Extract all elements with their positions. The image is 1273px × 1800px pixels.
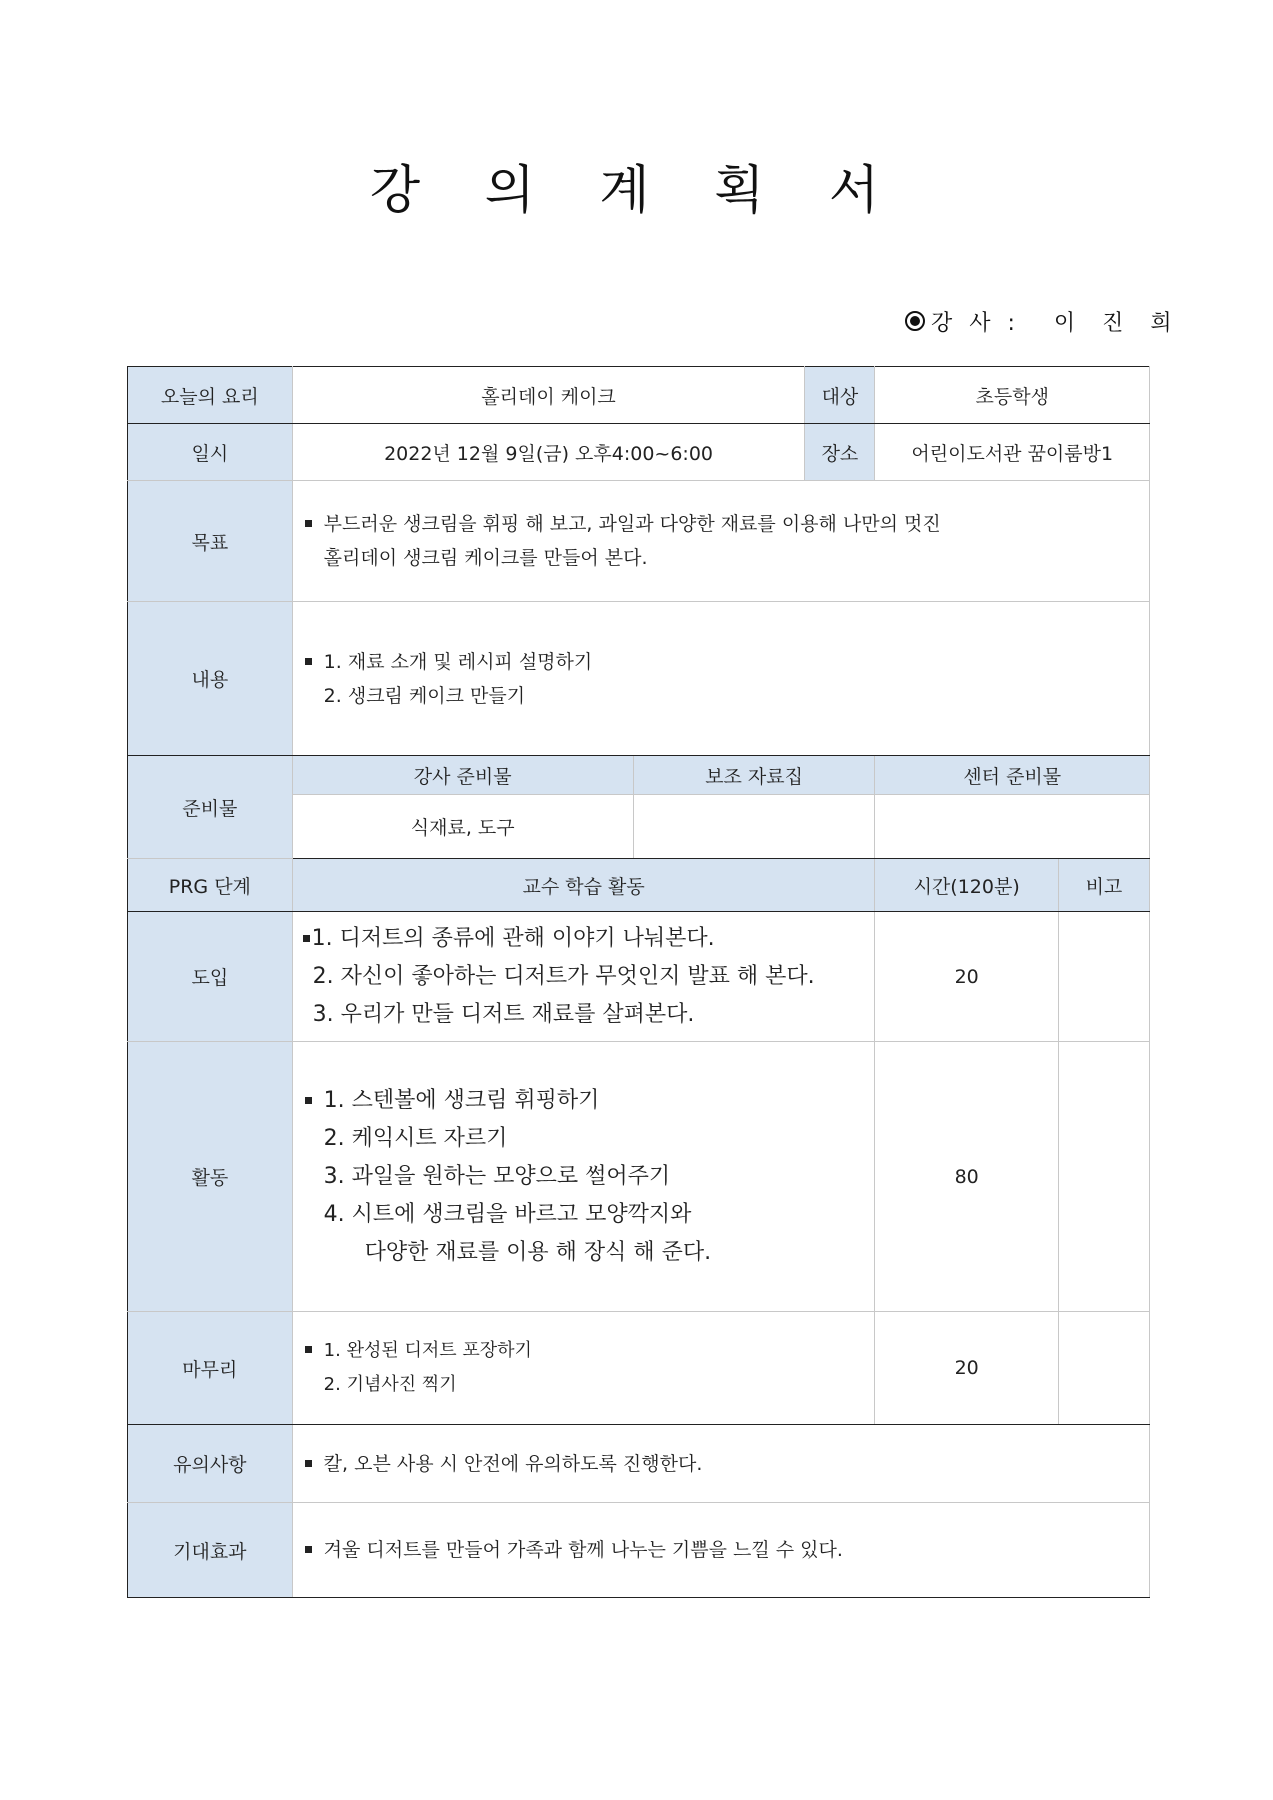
bullet-icon	[305, 1097, 312, 1104]
dish-value: 홀리데이 케이크	[292, 367, 805, 424]
program-stage: 마무리	[128, 1312, 293, 1425]
activity-line: 3. 과일을 원하는 모양으로 썰어주기	[323, 1163, 671, 1189]
program-time: 20	[875, 912, 1058, 1042]
program-row	[128, 1312, 1150, 1425]
program-note	[1058, 1042, 1149, 1312]
activity-line: 1. 디저트의 종류에 관해 이야기 나눠본다.	[311, 925, 715, 951]
bullet-icon	[303, 935, 310, 942]
program-note	[1058, 1312, 1149, 1425]
caution-label: 유의사항	[128, 1425, 293, 1503]
materials-label: 준비물	[128, 756, 293, 859]
program-header-activity: 교수 학습 활동	[292, 859, 875, 912]
materials-value-supplement	[633, 795, 875, 859]
bullet-icon	[305, 1546, 312, 1553]
content-text	[292, 602, 1149, 756]
goal-line: 부드러운 생크림을 휘핑 해 보고, 과일과 다양한 재료를 이용해 나만의 멋진	[323, 513, 941, 535]
dish-label: 오늘의 요리	[128, 367, 293, 424]
materials-header-row	[128, 756, 1150, 795]
caution-row	[128, 1425, 1150, 1503]
target-label: 대상	[805, 367, 875, 424]
activity-line: 2. 기념사진 찍기	[323, 1374, 457, 1395]
program-note	[1058, 912, 1149, 1042]
bullet-icon	[305, 658, 312, 665]
lecture-plan-table	[127, 366, 1150, 1598]
effect-text	[292, 1503, 1149, 1598]
program-header-stage: PRG 단계	[128, 859, 293, 912]
program-header-row	[128, 859, 1150, 912]
activity-line: 2. 자신이 좋아하는 디저트가 무엇인지 발표 해 본다.	[312, 963, 815, 989]
activity-line: 1. 완성된 디저트 포장하기	[323, 1340, 532, 1361]
caution-text	[292, 1425, 1149, 1503]
program-activity	[292, 912, 875, 1042]
target-value: 초등학생	[875, 367, 1150, 424]
activity-line: 4. 시트에 생크림을 바르고 모양깍지와	[323, 1201, 692, 1227]
program-time: 20	[875, 1312, 1058, 1425]
date-row	[128, 424, 1150, 481]
bullet-icon	[305, 520, 312, 527]
page-title: 강 의 계 획 서	[369, 161, 904, 221]
materials-value-instructor: 식재료, 도구	[292, 795, 633, 859]
program-stage: 활동	[128, 1042, 293, 1312]
program-stage: 도입	[128, 912, 293, 1042]
content-row	[128, 602, 1150, 756]
date-value: 2022년 12월 9일(금) 오후4:00~6:00	[292, 424, 805, 481]
program-row	[128, 912, 1150, 1042]
instructor-label: 강 사 :	[931, 311, 1020, 336]
content-line: 2. 생크림 케이크 만들기	[323, 684, 526, 707]
dish-row	[128, 367, 1150, 424]
program-header-time: 시간(120분)	[875, 859, 1058, 912]
materials-header-center: 센터 준비물	[875, 756, 1150, 795]
goal-line: 홀리데이 생크림 케이크를 만들어 본다.	[323, 547, 648, 569]
content-label: 내용	[128, 602, 293, 756]
materials-value-center	[875, 795, 1150, 859]
goal-label: 목표	[128, 481, 293, 602]
caution-line: 칼, 오븐 사용 시 안전에 유의하도록 진행한다.	[323, 1452, 703, 1475]
effect-row	[128, 1503, 1150, 1598]
content-line: 1. 재료 소개 및 레시피 설명하기	[323, 650, 593, 673]
activity-line: 1. 스텐볼에 생크림 휘핑하기	[323, 1087, 600, 1113]
instructor-line	[905, 306, 1182, 337]
program-header-note: 비고	[1058, 859, 1149, 912]
effect-label: 기대효과	[128, 1503, 293, 1598]
instructor-name: 이 진 희	[1053, 311, 1182, 336]
activity-line: 2. 케익시트 자르기	[323, 1125, 508, 1151]
radio-marker-icon	[905, 311, 925, 331]
program-activity	[292, 1312, 875, 1425]
materials-header-supplement: 보조 자료집	[633, 756, 875, 795]
bullet-icon	[305, 1346, 312, 1353]
bullet-icon	[305, 1460, 312, 1467]
goal-text	[292, 481, 1149, 602]
program-activity	[292, 1042, 875, 1312]
place-label: 장소	[805, 424, 875, 481]
effect-line: 겨울 디저트를 만들어 가족과 함께 나누는 기쁨을 느낄 수 있다.	[323, 1539, 843, 1561]
date-label: 일시	[128, 424, 293, 481]
place-value: 어린이도서관 꿈이룸방1	[875, 424, 1150, 481]
materials-header-instructor: 강사 준비물	[292, 756, 633, 795]
activity-line: 다양한 재료를 이용 해 장식 해 준다.	[364, 1239, 712, 1265]
activity-line: 3. 우리가 만들 디저트 재료를 살펴본다.	[312, 1001, 695, 1027]
goal-row	[128, 481, 1150, 602]
program-row	[128, 1042, 1150, 1312]
program-time: 80	[875, 1042, 1058, 1312]
